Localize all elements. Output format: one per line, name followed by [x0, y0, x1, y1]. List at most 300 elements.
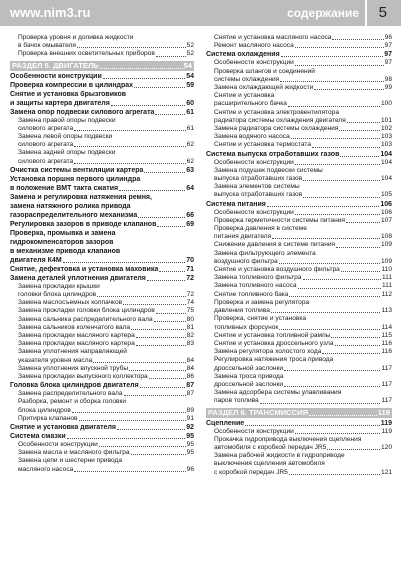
dot-leader: [111, 105, 185, 106]
dot-leader: [67, 438, 186, 439]
toc-entry-title: Проверка внешних осветительных приборов: [18, 50, 155, 58]
toc-entry-page: 110: [381, 266, 392, 274]
toc-entry-title: Замена и регулировка натяжения ремня,: [10, 193, 152, 201]
dot-leader: [74, 130, 185, 131]
dot-leader: [155, 114, 185, 115]
dot-leader: [341, 271, 381, 272]
toc-entry-title: Система выпуска отработавших газов: [206, 150, 340, 158]
toc-entry-title: Замена маслосъемных колпачков: [18, 299, 123, 307]
toc-entry-title: Замена сальников коленчатого вала: [18, 323, 131, 331]
toc-entry: [10, 166, 194, 175]
toc-entry: [206, 307, 392, 315]
toc-entry-page: 72: [186, 274, 194, 282]
toc-entry-title: головки блока цилиндров: [18, 291, 97, 299]
dot-leader: [147, 280, 185, 281]
toc-entry-page: 52: [186, 42, 194, 50]
toc-entry-title: Ремонт масляного насоса: [214, 42, 294, 50]
toc-entry-page: 103: [380, 133, 392, 141]
toc-entry-title: радиатора системы охлаждения двигателя: [214, 116, 346, 124]
dot-leader: [327, 449, 380, 450]
dot-leader: [289, 296, 380, 297]
toc-entry: [10, 365, 194, 373]
toc-entry-title: Замена правой опоры подвески: [18, 116, 116, 124]
toc-entry-title: автомобиля с коробкой передач JR5: [214, 443, 327, 451]
toc-entry: [10, 265, 194, 274]
toc-entry-title: Замена охлаждающей жидкости: [214, 84, 314, 92]
toc-entry: [206, 217, 392, 225]
toc-entry-title: Замена адсорбера системы улавливания: [214, 389, 342, 397]
toc-entry-title: питания двигателя: [214, 233, 272, 241]
dot-leader: [281, 56, 384, 57]
toc-entry-title: Замена элементов системы: [214, 183, 300, 191]
toc-entry-title: Снижение давления в системе питания: [214, 241, 336, 249]
chapter-heading: [206, 408, 392, 418]
dot-leader: [157, 226, 185, 227]
dot-leader: [322, 353, 380, 354]
toc-entry-title: Замена топливного фильтра: [214, 274, 302, 282]
toc-entry-page: 70: [186, 256, 194, 264]
toc-entry: [206, 291, 392, 299]
toc-entry-title: Особенности конструкции: [10, 72, 102, 80]
toc-entry-title: выпуска отработавших газов: [214, 191, 303, 199]
toc-entry-page: 97: [384, 42, 392, 50]
toc-entry: [10, 423, 194, 432]
toc-entry: [206, 469, 392, 477]
toc-entry-title: гидрокомпенсаторов зазоров: [10, 238, 114, 246]
toc-entry-title: в бачок омывателя: [18, 42, 77, 50]
dot-leader: [136, 345, 186, 346]
toc-entry-title: топливных форсунок: [214, 323, 279, 331]
toc-entry: [206, 109, 392, 117]
dot-leader: [332, 39, 383, 40]
toc-entry-title: системы охлаждения: [214, 75, 280, 83]
toc-entry-title: Проверка герметичности системы питания: [214, 216, 345, 224]
dot-leader: [295, 164, 380, 165]
toc-entry: [206, 200, 392, 209]
toc-entry: [206, 460, 392, 468]
dot-leader: [279, 263, 380, 264]
toc-entry: [10, 99, 194, 108]
toc-entry-page: 97: [384, 51, 392, 59]
toc-entry: [10, 34, 194, 42]
toc-entry-page: 103: [380, 141, 392, 149]
toc-entry: [10, 133, 194, 141]
dot-leader: [93, 362, 185, 363]
dot-leader: [347, 122, 380, 123]
toc-entry-title: двигателя К4М: [10, 256, 62, 264]
toc-entry-title: Замена топливного насоса: [214, 282, 297, 290]
toc-entry: [10, 229, 194, 238]
toc-entry: [206, 133, 392, 141]
toc-entry-page: 74: [186, 299, 194, 307]
dot-leader: [314, 89, 383, 90]
toc-entry-title: Замена опор подвески силового агрегата: [10, 108, 155, 116]
page-number: 5: [378, 4, 387, 21]
toc-entry-title: Замена распределительного вала: [18, 390, 123, 398]
toc-entry: [10, 158, 194, 166]
toc-entry-title: силового агрегата: [18, 124, 74, 132]
toc-entry-page: 104: [380, 158, 392, 166]
toc-entry-page: 108: [380, 233, 392, 241]
toc-entry-title: Головка блока цилиндров двигателя: [10, 382, 139, 390]
toc-left-column: [10, 34, 194, 474]
toc-entry-page: 84: [186, 364, 194, 372]
dot-leader: [131, 329, 186, 330]
toc-entry: [10, 193, 194, 202]
toc-entry: [10, 449, 194, 457]
toc-entry-page: 113: [381, 307, 392, 315]
toc-entry: [10, 348, 194, 356]
dot-leader: [154, 321, 186, 322]
toc-entry-page: 95: [186, 433, 194, 441]
dot-leader: [100, 61, 183, 69]
dot-leader: [284, 386, 380, 387]
toc-entry: [206, 125, 392, 133]
toc-entry: [206, 356, 392, 364]
toc-entry-page: 95: [186, 449, 194, 457]
toc-entry-title: Система смазки: [10, 433, 66, 441]
toc-entry-title: Замена сальника распределительного вала: [18, 315, 153, 323]
toc-entry: [10, 466, 194, 474]
toc-entry-page: 60: [186, 99, 194, 107]
toc-entry: [206, 100, 392, 108]
dot-leader: [245, 425, 380, 426]
dot-leader: [303, 180, 380, 181]
toc-entry-title: Проверка уровня и доливка жидкости: [18, 34, 134, 41]
toc-entry-title: Замена троса привода: [214, 372, 284, 380]
toc-entry-page: 59: [186, 81, 194, 89]
toc-entry-title: Проверка и замена регулятора: [214, 298, 310, 306]
toc-entry-page: 112: [381, 290, 392, 298]
toc-entry-title: в механизме привода клапанов: [10, 247, 121, 255]
toc-entry: [10, 202, 194, 211]
toc-entry: [206, 315, 392, 323]
toc-entry-title: Замена радиатора системы охлаждения: [214, 125, 339, 133]
toc-entry: [206, 150, 392, 159]
toc-entry-title: Замена деталей уплотнения двигателя: [10, 274, 146, 282]
toc-entry: [10, 324, 194, 332]
toc-entry-page: 100: [380, 100, 392, 108]
toc-entry-title: Регулировка натяжения троса привода: [214, 356, 334, 364]
dot-leader: [79, 420, 186, 421]
dot-leader: [72, 412, 186, 413]
toc-entry-page: 62: [186, 141, 194, 149]
toc-entry-page: 106: [380, 208, 392, 216]
toc-entry-page: 61: [186, 108, 194, 116]
dot-leader: [117, 429, 185, 430]
toc-entry: [206, 225, 392, 233]
toc-entry-title: Замена левой опоры подвески: [18, 133, 113, 141]
toc-entry-title: Замена масла и масляного фильтра: [18, 449, 130, 457]
toc-entry-page: 81: [186, 323, 194, 331]
toc-entry-title: Особенности конструкции: [18, 441, 98, 449]
toc-entry-title: Замена уплотнения впускной трубы: [18, 364, 129, 372]
toc-entry-page: 117: [381, 380, 392, 388]
toc-entry: [10, 90, 194, 99]
dot-leader: [74, 471, 185, 472]
page-header: [0, 0, 401, 26]
toc-entry-page: 54: [186, 72, 194, 80]
toc-entry-title: в положение ВМТ такта сжатия: [10, 184, 119, 192]
toc-entry: [206, 428, 392, 436]
toc-entry-page: 104: [380, 150, 392, 158]
toc-entry: [206, 436, 392, 444]
toc-entry: [10, 432, 194, 441]
toc-entry: [206, 233, 392, 241]
toc-entry: [206, 419, 392, 428]
toc-entry-page: 96: [384, 34, 392, 41]
toc-entry-page: 98: [384, 75, 392, 83]
toc-entry-title: Особенности конструкции: [214, 427, 294, 435]
toc-entry: [10, 457, 194, 465]
toc-entry-page: 86: [186, 373, 194, 381]
toc-entry-title: Замена прокладки выпускного коллектора: [18, 373, 148, 381]
toc-entry: [10, 274, 194, 283]
toc-entry-title: Снятие топливного бака: [214, 290, 289, 298]
toc-entry-title: Снятие и установка двигателя: [10, 424, 116, 432]
toc-entry-title: Замена регулятора холостого хода: [214, 348, 322, 356]
toc-entry-page: 52: [186, 50, 194, 58]
toc-entry: [10, 398, 194, 406]
toc-entry-title: Замена прокладки масляного картера: [18, 332, 135, 340]
toc-entry: [206, 68, 392, 76]
dot-leader: [303, 197, 380, 198]
toc-entry-title: Замена подушек подвески системы: [214, 166, 323, 174]
dot-leader: [335, 345, 381, 346]
toc-entry-title: паров топлива: [214, 397, 259, 405]
dot-leader: [159, 271, 185, 272]
toc-entry-title: силового агрегата: [18, 141, 74, 149]
toc-entry: [206, 191, 392, 199]
toc-entry-title: Проверка шлангов и соединений: [214, 67, 315, 75]
dot-leader: [336, 247, 380, 248]
dot-leader: [134, 87, 185, 88]
dot-leader: [295, 47, 384, 48]
toc-entry: [10, 81, 194, 90]
toc-entry-title: масляного насоса: [18, 465, 74, 473]
toc-entry-title: Проверка компрессии в цилиндрах: [10, 81, 134, 89]
dot-leader: [340, 156, 379, 157]
toc-entry-title: Регулировка зазоров в приводе клапанов: [10, 220, 157, 228]
toc-entry-title: дроссельной заслонки: [214, 380, 284, 388]
dot-leader: [260, 403, 381, 404]
toc-entry: [206, 389, 392, 397]
toc-entry-page: 106: [380, 200, 392, 208]
toc-entry-title: Особенности конструкции: [214, 208, 294, 216]
toc-entry: [10, 211, 194, 220]
site-url: www.nim3.ru: [10, 5, 91, 20]
toc-entry-title: Замена прокладки головки блока цилиндров: [18, 307, 155, 315]
toc-entry-page: 62: [186, 157, 194, 165]
toc-entry-page: 72: [186, 291, 194, 299]
dot-leader: [156, 56, 186, 57]
toc-entry: [206, 59, 392, 67]
toc-entry: [206, 324, 392, 332]
toc-entry-title: дроссельной заслонки: [214, 364, 284, 372]
dot-leader: [295, 433, 381, 434]
dot-leader: [140, 387, 186, 388]
toc-entry-page: 101: [380, 116, 392, 124]
dot-leader: [309, 408, 377, 416]
toc-entry-page: 89: [186, 406, 194, 414]
toc-entry-page: 87: [186, 382, 194, 390]
toc-entry-title: Снятие и установка топливной рампы: [214, 331, 331, 339]
toc-entry-page: 121: [380, 468, 392, 476]
toc-entry-page: 104: [380, 175, 392, 183]
dot-leader: [289, 474, 380, 475]
toc-entry: [206, 175, 392, 183]
toc-entry-page: 99: [384, 84, 392, 92]
toc-entry: [10, 373, 194, 381]
toc-entry-title: Замена уплотнения направляющей: [18, 348, 127, 356]
toc-entry: [206, 84, 392, 92]
toc-entry: [206, 365, 392, 373]
toc-entry-title: Прокачка гидропривода выключения сцепления: [214, 435, 362, 443]
toc-entry: [10, 220, 194, 229]
toc-entry-page: 71: [186, 265, 194, 273]
toc-entry-title: Система питания: [206, 200, 266, 208]
toc-entry-page: 115: [381, 331, 392, 339]
chapter-heading: [10, 61, 194, 71]
toc-entry: [10, 175, 194, 184]
dot-leader: [279, 329, 380, 330]
toc-entry: [206, 373, 392, 381]
toc-entry: [10, 125, 194, 133]
dot-leader: [331, 337, 380, 338]
toc-entry-title: с коробкой передач JR5: [214, 468, 288, 476]
dot-leader: [119, 190, 185, 191]
toc-entry: [10, 357, 194, 365]
toc-entry-title: РАЗДЕЛ 5. ДВИГАТЕЛЬ: [12, 60, 99, 70]
toc-entry-title: Снятие и установка электровентилятора: [214, 108, 340, 116]
toc-entry-title: Очистка системы вентиляции картера: [10, 166, 144, 174]
toc-entry: [206, 332, 392, 340]
toc-entry-page: 102: [380, 125, 392, 133]
toc-entry-title: Замена прокладки масляного картера: [18, 340, 135, 348]
dot-leader: [129, 370, 185, 371]
toc-entry-title: замена натяжного ролика привода: [10, 202, 131, 210]
toc-entry: [10, 247, 194, 256]
dot-leader: [295, 214, 380, 215]
toc-entry-page: 116: [381, 339, 392, 347]
toc-entry: [206, 34, 392, 42]
toc-entry: [10, 72, 194, 81]
toc-entry-page: 119: [380, 419, 392, 427]
toc-entry-title: Замена задней опоры подвески: [18, 149, 116, 157]
toc-entry-page: 111: [381, 282, 392, 290]
dot-leader: [280, 81, 383, 82]
toc-entry-title: Сцепление: [206, 419, 245, 427]
toc-entry: [206, 381, 392, 389]
dot-leader: [63, 262, 186, 263]
toc-entry-title: силового агрегата: [18, 157, 74, 165]
toc-entry: [10, 184, 194, 193]
toc-entry: [10, 291, 194, 299]
dot-leader: [99, 446, 186, 447]
toc-entry: [10, 238, 194, 247]
toc-entry-title: Замена водяного насоса: [214, 133, 290, 141]
toc-entry: [206, 159, 392, 167]
dot-leader: [103, 78, 185, 79]
toc-entry: [10, 316, 194, 324]
toc-entry-title: Снятие и установка брызговиков: [10, 90, 127, 98]
toc-entry: [206, 299, 392, 307]
toc-entry: [206, 266, 392, 274]
toc-entry: [206, 76, 392, 84]
header-divider: [365, 0, 367, 26]
toc-entry: [10, 307, 194, 315]
toc-entry-page: 119: [381, 427, 392, 435]
dot-leader: [267, 206, 379, 207]
toc-entry-title: воздушного фильтра: [214, 257, 278, 265]
toc-entry: [10, 283, 194, 291]
toc-entry-page: 97: [384, 59, 392, 67]
toc-entry: [206, 444, 392, 452]
toc-entry-page: 117: [381, 364, 392, 372]
toc-entry-page: 91: [186, 414, 194, 422]
toc-entry: [206, 340, 392, 348]
toc-entry: [206, 282, 392, 290]
toc-entry-page: 75: [186, 307, 194, 315]
toc-entry-title: Снятие и установка дроссельного узла: [214, 339, 334, 347]
toc-entry-page: 105: [380, 191, 392, 199]
section-title: содержание: [287, 6, 359, 20]
dot-leader: [156, 313, 186, 314]
toc-entry: [10, 441, 194, 449]
toc-entry-page: 114: [381, 323, 392, 331]
toc-entry-title: Притирка клапанов: [18, 414, 78, 422]
toc-entry-title: выключения сцепления автомобиля: [214, 460, 325, 468]
toc-entry-page: 69: [186, 220, 194, 228]
toc-entry-title: Проверка, снятие и установка: [214, 315, 307, 323]
toc-entry-title: расширительного бачка: [214, 100, 287, 108]
dot-leader: [136, 337, 186, 338]
toc-entry: [206, 274, 392, 282]
toc-entry-page: 54: [183, 60, 192, 70]
toc-entry-page: 107: [380, 216, 392, 224]
toc-entry-page: 120: [380, 443, 392, 451]
dot-leader: [97, 296, 185, 297]
toc-entry-page: 83: [186, 340, 194, 348]
toc-entry-title: Снятие, дефектовка и установка маховика: [10, 265, 159, 273]
toc-entry: [10, 407, 194, 415]
toc-entry-title: газораспределительного механизма: [10, 211, 138, 219]
toc-entry-title: блока цилиндров: [18, 406, 71, 414]
dot-leader: [74, 146, 185, 147]
toc-entry-page: 66: [186, 211, 194, 219]
dot-leader: [295, 65, 384, 66]
dot-leader: [123, 304, 185, 305]
toc-entry-page: 119: [377, 407, 390, 417]
toc-entry: [10, 256, 194, 265]
toc-entry-title: Разборка, ремонт и сборка головки: [18, 398, 127, 406]
toc-entry-title: Замена прокладки крышки: [18, 282, 100, 290]
toc-entry-title: указателя уровня масла: [18, 356, 93, 364]
dot-leader: [124, 395, 186, 396]
toc-entry: [10, 381, 194, 390]
toc-entry-title: выпуска отработавших газов: [214, 175, 303, 183]
toc-entry-title: Система охлаждения: [206, 51, 280, 59]
toc-entry-page: 109: [380, 257, 392, 265]
dot-leader: [271, 312, 381, 313]
toc-entry-title: Снятие и установка термостата: [214, 141, 312, 149]
toc-entry-title: Проверка давления в системе: [214, 225, 307, 233]
toc-entry: [206, 117, 392, 125]
toc-entry-title: и защиты картера двигателя: [10, 99, 110, 107]
dot-leader: [298, 288, 381, 289]
toc-entry: [206, 42, 392, 50]
toc-entry-page: 61: [186, 124, 194, 132]
